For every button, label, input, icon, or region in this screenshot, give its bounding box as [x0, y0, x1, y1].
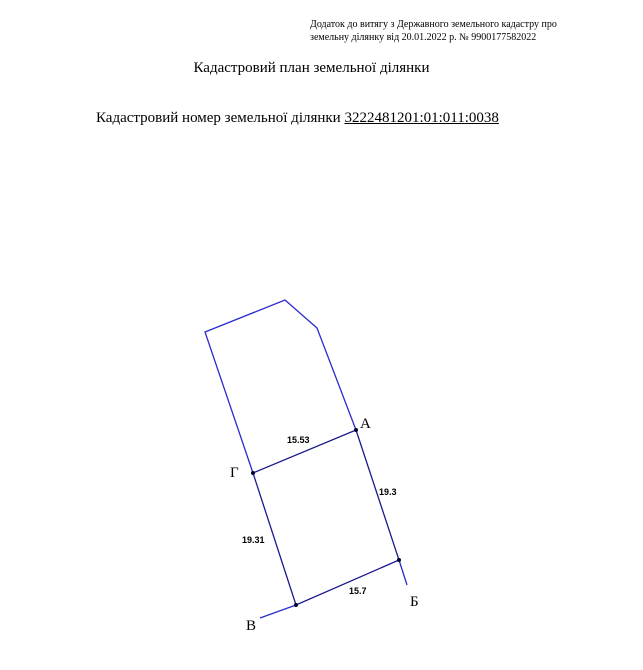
corner-label-a: А: [360, 416, 371, 432]
side-length-a-b: 19.3: [379, 487, 397, 497]
vertex-g: [251, 471, 255, 475]
neighbor-boundary: [205, 300, 356, 473]
parcel-boundary: [253, 430, 399, 605]
extension-line-bottom-right: [399, 560, 407, 585]
corner-label-v: В: [246, 618, 257, 634]
side-length-v-g: 19.31: [242, 535, 265, 545]
corner-label-b: Б: [410, 594, 419, 610]
vertex-b: [397, 558, 401, 562]
appendix-note-line-1: Додаток до витягу з Державного земельного кадастру про: [310, 19, 557, 30]
vertex-a: [354, 428, 358, 432]
side-length-b-v: 15.7: [349, 586, 367, 596]
vertex-v: [294, 603, 298, 607]
cadastral-number-label: Кадастровий номер земельної ділянки: [96, 110, 341, 126]
side-length-a-g: 15.53: [287, 435, 310, 445]
appendix-note-line-2: земельну ділянку від 20.01.2022 р. № 9900177582022: [310, 32, 537, 43]
plan-title: Кадастровий план земельної ділянки: [193, 60, 430, 76]
corner-label-g: Г: [230, 465, 239, 481]
extension-line-bottom-left: [260, 605, 296, 618]
cadastral-number-value: 3222481201:01:011:0038: [344, 110, 499, 126]
